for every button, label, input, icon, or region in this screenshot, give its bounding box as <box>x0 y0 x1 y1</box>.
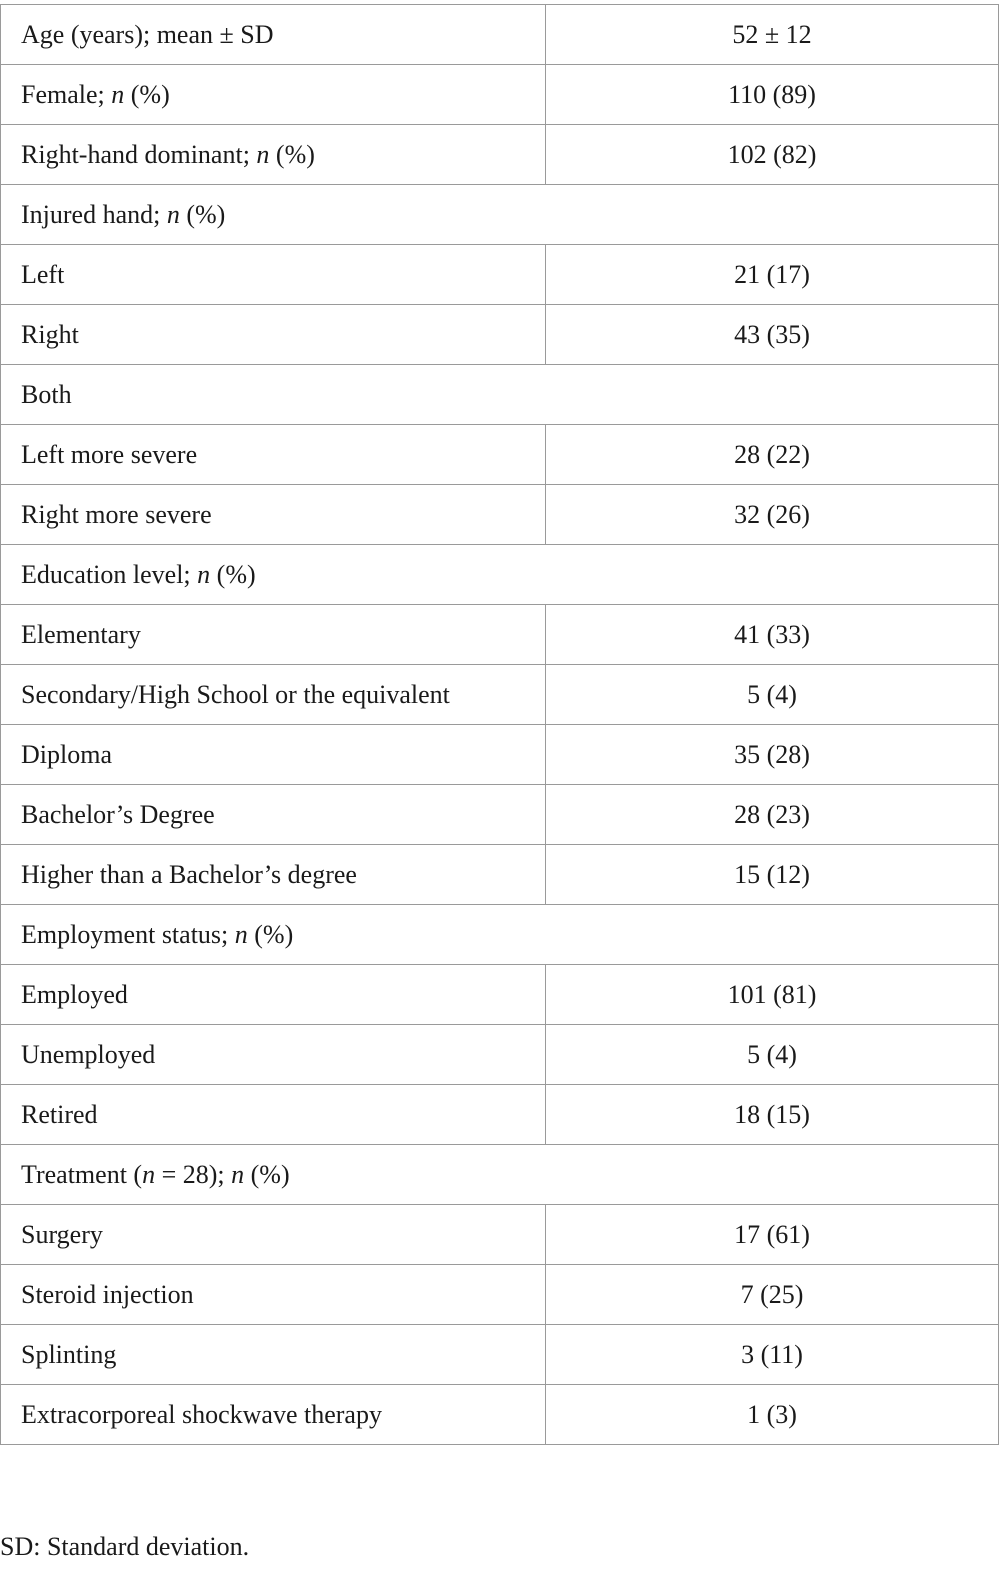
table-body <box>1 5 999 1445</box>
row-label-cell <box>1 665 546 725</box>
row-label-cell <box>1 125 546 185</box>
table-row <box>1 65 999 125</box>
label-text: Surgery <box>21 1219 103 1249</box>
section-header-row <box>1 365 999 425</box>
table-row <box>1 305 999 365</box>
row-label-cell <box>1 485 546 545</box>
table-row <box>1 425 999 485</box>
label-text: (%) <box>269 139 315 169</box>
row-value-cell: 18 (15) <box>546 1085 999 1145</box>
table-row <box>1 485 999 545</box>
table-row <box>1 1385 999 1445</box>
section-header-row <box>1 545 999 605</box>
row-value-cell: 35 (28) <box>546 725 999 785</box>
label-text: (%) <box>244 1159 290 1189</box>
label-text: Steroid injection <box>21 1279 194 1309</box>
table-footnote: SD: Standard deviation. <box>0 1532 250 1561</box>
row-value-cell: 5 (4) <box>546 1025 999 1085</box>
label-text: Treatment ( <box>21 1159 143 1189</box>
table-row <box>1 1325 999 1385</box>
label-text: (%) <box>179 199 226 229</box>
row-value-cell: 43 (35) <box>546 305 999 365</box>
label-text: Age (years); mean ± SD <box>21 19 274 49</box>
row-label-cell <box>1 1265 546 1325</box>
table-row <box>1 1025 999 1085</box>
row-label-cell <box>1 725 546 785</box>
row-label-cell <box>1 245 546 305</box>
row-label-cell <box>1 1385 546 1445</box>
label-text: Retired <box>21 1099 98 1129</box>
row-value-cell: 7 (25) <box>546 1265 999 1325</box>
row-value-cell: 101 (81) <box>546 965 999 1025</box>
label-text: Employment status; <box>21 919 235 949</box>
label-text: Injured hand; <box>21 199 167 229</box>
table-row <box>1 245 999 305</box>
demographics-table-container <box>0 4 997 1445</box>
row-label-cell <box>1 425 546 485</box>
table-row <box>1 1205 999 1265</box>
section-header-row <box>1 1145 999 1205</box>
row-value-cell: 41 (33) <box>546 605 999 665</box>
row-label-cell <box>1 65 546 125</box>
table-row <box>1 965 999 1025</box>
label-text: (%) <box>247 919 294 949</box>
section-label-cell <box>1 365 999 425</box>
section-label-cell <box>1 185 999 245</box>
row-value-cell: 110 (89) <box>546 65 999 125</box>
label-text: Left <box>21 259 65 289</box>
label-text: = 28); <box>155 1159 232 1189</box>
row-label-cell <box>1 605 546 665</box>
row-value-cell: 102 (82) <box>546 125 999 185</box>
section-header-row <box>1 185 999 245</box>
section-label-cell <box>1 1145 999 1205</box>
section-label-cell <box>1 905 999 965</box>
italic-n-symbol: n <box>197 559 211 589</box>
row-label-cell <box>1 1325 546 1385</box>
row-value-cell: 21 (17) <box>546 245 999 305</box>
label-text: Employed <box>21 979 128 1009</box>
italic-n-symbol: n <box>111 79 125 109</box>
table-row <box>1 1085 999 1145</box>
row-label-cell <box>1 305 546 365</box>
row-value-cell: 5 (4) <box>546 665 999 725</box>
label-text: Left more severe <box>21 439 198 469</box>
table-row <box>1 785 999 845</box>
label-text: Secondary/High School or the equivalent <box>21 679 450 709</box>
label-text: Splinting <box>21 1339 117 1369</box>
label-text: Both <box>21 379 72 409</box>
row-label-cell <box>1 1205 546 1265</box>
row-label-cell <box>1 845 546 905</box>
label-text: Female; <box>21 79 112 109</box>
row-value-cell: 28 (22) <box>546 425 999 485</box>
row-value-cell: 3 (11) <box>546 1325 999 1385</box>
italic-n-symbol: n <box>234 919 248 949</box>
italic-n-symbol: n <box>142 1159 156 1189</box>
row-value-cell: 52 ± 12 <box>546 5 999 65</box>
row-value-cell: 1 (3) <box>546 1385 999 1445</box>
row-label-cell <box>1 1025 546 1085</box>
label-text: Bachelor’s Degree <box>21 799 215 829</box>
row-value-cell: 15 (12) <box>546 845 999 905</box>
label-text: (%) <box>210 559 256 589</box>
section-label-cell <box>1 545 999 605</box>
label-text: Diploma <box>21 739 112 769</box>
label-text: Right more severe <box>21 499 212 529</box>
label-text: Education level; <box>21 559 198 589</box>
row-label-cell <box>1 5 546 65</box>
table-row <box>1 1265 999 1325</box>
italic-n-symbol: n <box>166 199 180 229</box>
table-row <box>1 605 999 665</box>
label-text: Right <box>21 319 79 349</box>
label-text: Elementary <box>21 619 141 649</box>
table-row <box>1 665 999 725</box>
italic-n-symbol: n <box>256 139 270 169</box>
section-header-row <box>1 905 999 965</box>
italic-n-symbol: n <box>231 1159 245 1189</box>
row-value-cell: 32 (26) <box>546 485 999 545</box>
demographics-table <box>0 4 999 1445</box>
table-row <box>1 845 999 905</box>
label-text: Extracorporeal shockwave therapy <box>21 1399 382 1429</box>
label-text: Unemployed <box>21 1039 156 1069</box>
table-row <box>1 125 999 185</box>
label-text: Right-hand dominant; <box>21 139 257 169</box>
row-value-cell: 28 (23) <box>546 785 999 845</box>
table-row <box>1 725 999 785</box>
row-value-cell: 17 (61) <box>546 1205 999 1265</box>
row-label-cell <box>1 785 546 845</box>
row-label-cell <box>1 1085 546 1145</box>
label-text: (%) <box>124 79 170 109</box>
table-row <box>1 5 999 65</box>
row-label-cell <box>1 965 546 1025</box>
label-text: Higher than a Bachelor’s degree <box>21 859 357 889</box>
